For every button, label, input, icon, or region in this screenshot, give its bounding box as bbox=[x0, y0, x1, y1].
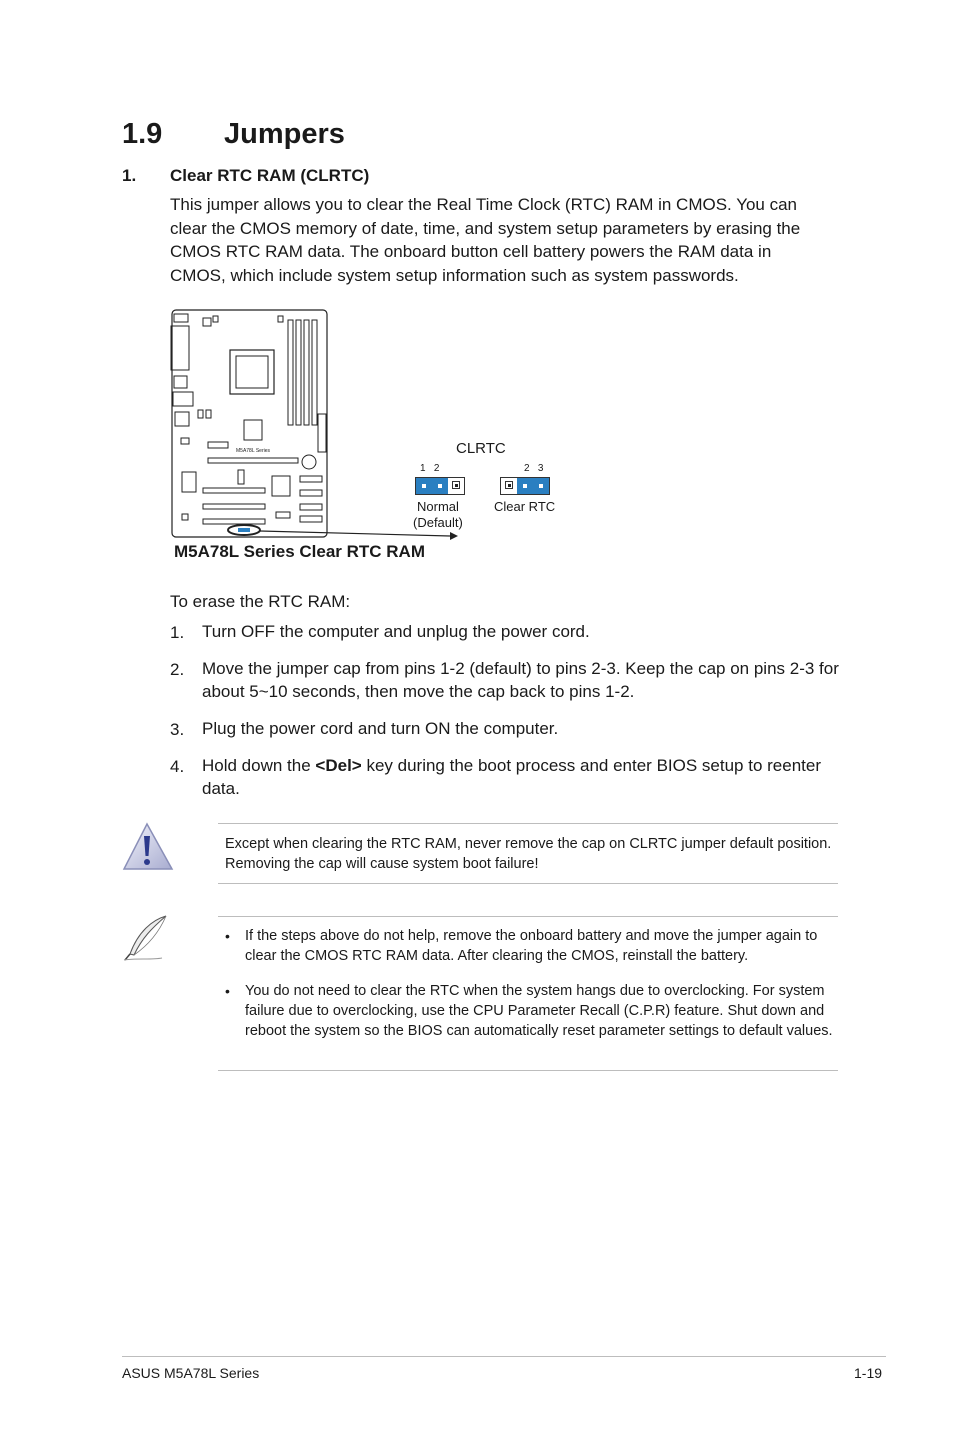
note-bottom-rule bbox=[218, 1070, 838, 1071]
warning-top-rule bbox=[218, 823, 838, 824]
footer-rule bbox=[122, 1356, 886, 1357]
note-bullet: • bbox=[225, 928, 230, 944]
clear-pin-numbers: 2 3 bbox=[524, 463, 544, 474]
step-number: 2. bbox=[170, 660, 185, 679]
item-description: This jumper allows you to clear the Real Time Clock (RTC) RAM in CMOS. You can clear the CMOS memory of date, time, and system setup parameters by erasing the CMOS RTC RAM data. The onboard button cell battery powers the RAM data in CMOS, which include system setup information such as system passwords. bbox=[170, 195, 801, 285]
warning-triangle-icon bbox=[122, 822, 174, 872]
note-top-rule bbox=[218, 916, 838, 917]
jumper-label: CLRTC bbox=[456, 440, 506, 457]
step-number: 3. bbox=[170, 720, 185, 739]
normal-pin-numbers: 1 2 bbox=[420, 463, 440, 474]
note-item: If the steps above do not help, remove the onboard battery and move the jumper again to clear the CMOS RTC RAM data. After clearing the CMOS, reinstall the battery. bbox=[245, 928, 818, 964]
step-text: Plug the power cord and turn ON the computer. bbox=[202, 719, 559, 738]
step-text: Turn OFF the computer and unplug the power cord. bbox=[202, 622, 590, 641]
note-item: You do not need to clear the RTC when the system hangs due to overclocking. For system failure due to overclocking, use the CPU Parameter Recall (C.P.R) feature. Shut down and reboot the system so the BIOS can automatically reset parameter settings to default values. bbox=[245, 983, 833, 1039]
footer-product: ASUS M5A78L Series bbox=[122, 1365, 260, 1381]
clear-label: Clear RTC bbox=[494, 499, 556, 514]
step-text: Move the jumper cap from pins 1-2 (default) to pins 2-3. Keep the cap on pins 2-3 for about 5~10 seconds, then move the cap back to pins 1-2. bbox=[202, 659, 839, 701]
warning-bottom-rule bbox=[218, 883, 838, 884]
figure-caption: M5A78L Series Clear RTC RAM bbox=[174, 542, 425, 561]
jumper-normal bbox=[415, 477, 465, 495]
warning-text: Except when clearing the RTC RAM, never remove the cap on CLRTC jumper default position. Removing the cap will cause system boot failure! bbox=[225, 836, 832, 872]
section-title: Jumpers bbox=[224, 118, 345, 150]
feather-pen-icon bbox=[122, 914, 170, 964]
board-label: M5A78L Series bbox=[236, 448, 270, 454]
step-number: 1. bbox=[170, 623, 185, 642]
section-number: 1.9 bbox=[122, 118, 163, 150]
jumper-clear bbox=[500, 477, 550, 495]
del-key: <Del> bbox=[315, 756, 362, 775]
item-title: Clear RTC RAM (CLRTC) bbox=[170, 166, 370, 185]
instructions-intro: To erase the RTC RAM: bbox=[170, 592, 351, 611]
step-number: 4. bbox=[170, 757, 185, 776]
normal-label: Normal bbox=[417, 499, 459, 514]
item-number: 1. bbox=[122, 166, 137, 185]
jumper-cap bbox=[517, 478, 549, 494]
page-number: 1-19 bbox=[854, 1365, 883, 1381]
step-text bbox=[202, 754, 842, 800]
normal-sublabel: (Default) bbox=[413, 515, 463, 530]
note-bullet: • bbox=[225, 983, 230, 999]
jumper-cap bbox=[416, 478, 448, 494]
step-text-before: Hold down the bbox=[202, 756, 316, 775]
step-text-after: key during the boot process and enter BIOS setup to reenter data. bbox=[202, 756, 821, 798]
